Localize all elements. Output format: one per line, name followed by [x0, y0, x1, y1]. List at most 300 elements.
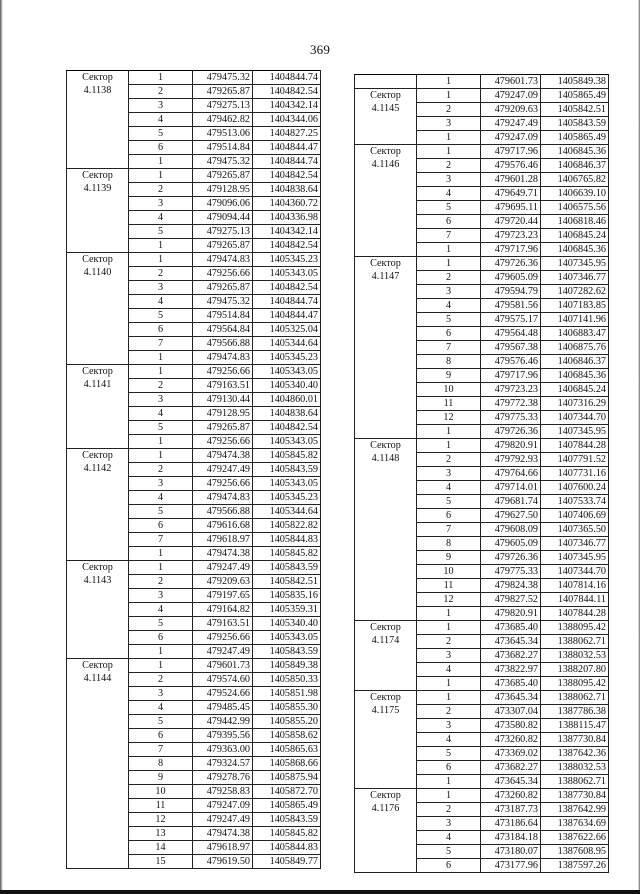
coordinates-table-left: [66, 70, 321, 869]
sector-cell: [67, 449, 129, 561]
y-coordinate: 1405340.40: [253, 379, 321, 393]
scan-edge-left: [0, 0, 3, 894]
y-coordinate: 1405855.20: [253, 715, 321, 729]
x-coordinate: 479717.96: [481, 369, 541, 383]
x-coordinate: 479363.00: [193, 743, 253, 757]
y-coordinate: 1405345.23: [253, 253, 321, 267]
table-row: [355, 439, 609, 453]
sector-id: 4.1145: [371, 103, 400, 114]
sector-label: Сектор: [82, 72, 113, 83]
y-coordinate: 1406765.82: [541, 173, 609, 187]
x-coordinate: 479247.49: [481, 117, 541, 131]
y-coordinate: 1406883.47: [541, 327, 609, 341]
sector-id: 4.1146: [371, 159, 400, 170]
x-coordinate: 479601.73: [193, 659, 253, 673]
table-row: [67, 169, 321, 183]
y-coordinate: 1404342.14: [253, 225, 321, 239]
y-coordinate: 1404860.01: [253, 393, 321, 407]
x-coordinate: 473260.82: [481, 789, 541, 803]
x-coordinate: 479247.49: [193, 813, 253, 827]
point-number: 5: [417, 845, 481, 859]
x-coordinate: 479324.57: [193, 757, 253, 771]
point-number: 9: [417, 551, 481, 565]
point-number: 6: [417, 509, 481, 523]
point-number: 4: [129, 491, 193, 505]
y-coordinate: 1404336.98: [253, 211, 321, 225]
sector-group: [67, 659, 321, 869]
y-coordinate: 1405343.05: [253, 477, 321, 491]
x-coordinate: 479247.49: [193, 463, 253, 477]
point-number: 1: [417, 677, 481, 691]
y-coordinate: 1407183.85: [541, 299, 609, 313]
y-coordinate: 1404827.25: [253, 127, 321, 141]
x-coordinate: 479163.51: [193, 617, 253, 631]
point-number: 2: [129, 673, 193, 687]
point-number: 3: [129, 197, 193, 211]
sector-id: 4.1174: [371, 635, 400, 646]
y-coordinate: 1404844.47: [253, 141, 321, 155]
point-number: 3: [129, 281, 193, 295]
point-number: 4: [129, 603, 193, 617]
x-coordinate: 479265.87: [193, 169, 253, 183]
point-number: 11: [417, 397, 481, 411]
point-number: 10: [417, 565, 481, 579]
point-number: 5: [417, 747, 481, 761]
y-coordinate: 1406875.76: [541, 341, 609, 355]
x-coordinate: 479247.09: [481, 89, 541, 103]
y-coordinate: 1405359.31: [253, 603, 321, 617]
y-coordinate: 1407141.96: [541, 313, 609, 327]
point-number: 1: [417, 145, 481, 159]
y-coordinate: 1388062.71: [541, 775, 609, 789]
sector-group: [355, 439, 609, 621]
point-number: 1: [417, 131, 481, 145]
point-number: 6: [417, 215, 481, 229]
sector-cell: [355, 75, 417, 89]
y-coordinate: 1388115.47: [541, 719, 609, 733]
x-coordinate: 479514.84: [193, 309, 253, 323]
sector-cell: [67, 365, 129, 449]
point-number: 5: [129, 127, 193, 141]
point-number: 3: [129, 589, 193, 603]
y-coordinate: 1405845.82: [253, 449, 321, 463]
sector-id: 4.1147: [371, 271, 400, 282]
point-number: 6: [129, 519, 193, 533]
table-row: [355, 621, 609, 635]
x-coordinate: 479695.11: [481, 201, 541, 215]
x-coordinate: 479576.46: [481, 355, 541, 369]
x-coordinate: 479475.32: [193, 295, 253, 309]
sector-group: [355, 257, 609, 439]
y-coordinate: 1387730.84: [541, 789, 609, 803]
y-coordinate: 1405343.05: [253, 435, 321, 449]
point-number: 5: [129, 421, 193, 435]
x-coordinate: 479247.09: [193, 799, 253, 813]
y-coordinate: 1407791.52: [541, 453, 609, 467]
sector-label: Сектор: [82, 450, 113, 461]
sector-group: [67, 561, 321, 659]
point-number: 6: [129, 631, 193, 645]
y-coordinate: 1405343.05: [253, 267, 321, 281]
point-number: 2: [417, 635, 481, 649]
point-number: 2: [129, 575, 193, 589]
x-coordinate: 479128.95: [193, 407, 253, 421]
point-number: 13: [129, 827, 193, 841]
sector-label: Сектор: [82, 562, 113, 573]
sector-label: Сектор: [370, 622, 401, 633]
x-coordinate: 479717.96: [481, 243, 541, 257]
x-coordinate: 479566.88: [193, 337, 253, 351]
x-coordinate: 479247.49: [193, 645, 253, 659]
point-number: 3: [417, 817, 481, 831]
y-coordinate: 1404838.64: [253, 407, 321, 421]
y-coordinate: 1405842.51: [541, 103, 609, 117]
point-number: 5: [417, 313, 481, 327]
point-number: 1: [129, 239, 193, 253]
x-coordinate: 479197.65: [193, 589, 253, 603]
y-coordinate: 1405325.04: [253, 323, 321, 337]
point-number: 1: [417, 775, 481, 789]
point-number: 2: [129, 183, 193, 197]
x-coordinate: 479764.66: [481, 467, 541, 481]
y-coordinate: 1407600.24: [541, 481, 609, 495]
x-coordinate: 473685.40: [481, 621, 541, 635]
y-coordinate: 1405343.05: [253, 631, 321, 645]
y-coordinate: 1405865.49: [541, 89, 609, 103]
point-number: 3: [417, 117, 481, 131]
x-coordinate: 479723.23: [481, 383, 541, 397]
x-coordinate: 473682.27: [481, 649, 541, 663]
point-number: 1: [129, 547, 193, 561]
x-coordinate: 479576.46: [481, 159, 541, 173]
y-coordinate: 1405843.59: [253, 561, 321, 575]
x-coordinate: 479265.87: [193, 281, 253, 295]
x-coordinate: 479564.84: [193, 323, 253, 337]
table-row: [355, 691, 609, 705]
x-coordinate: 479608.09: [481, 523, 541, 537]
point-number: 8: [129, 757, 193, 771]
sector-id: 4.1144: [83, 673, 112, 684]
y-coordinate: 1405843.59: [253, 463, 321, 477]
x-coordinate: 479618.97: [193, 533, 253, 547]
y-coordinate: 1387730.84: [541, 733, 609, 747]
y-coordinate: 1405851.98: [253, 687, 321, 701]
y-coordinate: 1405345.23: [253, 491, 321, 505]
y-coordinate: 1404344.06: [253, 113, 321, 127]
x-coordinate: 473645.34: [481, 775, 541, 789]
y-coordinate: 1406846.37: [541, 159, 609, 173]
y-coordinate: 1405865.49: [541, 131, 609, 145]
point-number: 7: [417, 341, 481, 355]
x-coordinate: 479618.97: [193, 841, 253, 855]
point-number: 7: [417, 523, 481, 537]
sector-group: [355, 621, 609, 691]
x-coordinate: 479649.71: [481, 187, 541, 201]
x-coordinate: 479474.38: [193, 547, 253, 561]
x-coordinate: 479772.38: [481, 397, 541, 411]
point-number: 5: [129, 225, 193, 239]
point-number: 1: [417, 257, 481, 271]
y-coordinate: 1405344.64: [253, 505, 321, 519]
x-coordinate: 479567.38: [481, 341, 541, 355]
point-number: 5: [129, 617, 193, 631]
y-coordinate: 1406639.10: [541, 187, 609, 201]
table-row: [355, 75, 609, 89]
x-coordinate: 479474.38: [193, 827, 253, 841]
point-number: 4: [129, 701, 193, 715]
point-number: 1: [129, 351, 193, 365]
x-coordinate: 479820.91: [481, 607, 541, 621]
table-row: [355, 89, 609, 103]
x-coordinate: 473580.82: [481, 719, 541, 733]
x-coordinate: 479726.36: [481, 551, 541, 565]
y-coordinate: 1405835.16: [253, 589, 321, 603]
point-number: 7: [417, 229, 481, 243]
page-number: 369: [309, 42, 331, 57]
point-number: 9: [129, 771, 193, 785]
sector-id: 4.1138: [83, 85, 112, 96]
coordinates-table-right: [354, 74, 609, 873]
point-number: 10: [129, 785, 193, 799]
x-coordinate: 479824.38: [481, 579, 541, 593]
y-coordinate: 1404838.64: [253, 183, 321, 197]
point-number: 6: [417, 327, 481, 341]
table-row: [355, 145, 609, 159]
point-number: 3: [129, 687, 193, 701]
x-coordinate: 479524.66: [193, 687, 253, 701]
y-coordinate: 1407365.50: [541, 523, 609, 537]
y-coordinate: 1405849.77: [253, 855, 321, 869]
point-number: 4: [417, 831, 481, 845]
y-coordinate: 1407344.70: [541, 411, 609, 425]
point-number: 5: [417, 495, 481, 509]
sector-label: Сектор: [82, 254, 113, 265]
point-number: 1: [129, 365, 193, 379]
y-coordinate: 1404360.72: [253, 197, 321, 211]
point-number: 7: [129, 337, 193, 351]
point-number: 3: [417, 649, 481, 663]
point-number: 4: [129, 295, 193, 309]
x-coordinate: 479462.82: [193, 113, 253, 127]
x-coordinate: 473822.97: [481, 663, 541, 677]
point-number: 12: [417, 411, 481, 425]
y-coordinate: 1405844.83: [253, 533, 321, 547]
sector-group: [355, 145, 609, 257]
x-coordinate: 479475.32: [193, 71, 253, 85]
point-number: 14: [129, 841, 193, 855]
y-coordinate: 1406845.36: [541, 369, 609, 383]
point-number: 4: [417, 187, 481, 201]
sector-group: [355, 75, 609, 89]
sector-group: [67, 365, 321, 449]
point-number: 1: [129, 645, 193, 659]
x-coordinate: 473180.07: [481, 845, 541, 859]
y-coordinate: 1404842.54: [253, 421, 321, 435]
x-coordinate: 473685.40: [481, 677, 541, 691]
y-coordinate: 1406845.36: [541, 243, 609, 257]
sector-label: Сектор: [370, 440, 401, 451]
point-number: 1: [129, 449, 193, 463]
point-number: 1: [417, 75, 481, 89]
x-coordinate: 479094.44: [193, 211, 253, 225]
x-coordinate: 479594.79: [481, 285, 541, 299]
point-number: 11: [417, 579, 481, 593]
y-coordinate: 1407316.29: [541, 397, 609, 411]
sector-cell: [67, 169, 129, 253]
sector-cell: [67, 71, 129, 169]
sector-id: 4.1141: [83, 379, 112, 390]
point-number: 3: [129, 99, 193, 113]
y-coordinate: 1388032.53: [541, 649, 609, 663]
sector-group: [355, 789, 609, 873]
sector-cell: [355, 89, 417, 145]
sector-cell: [355, 621, 417, 691]
y-coordinate: 1405843.59: [253, 813, 321, 827]
point-number: 7: [129, 743, 193, 757]
y-coordinate: 1405849.38: [541, 75, 609, 89]
x-coordinate: 479209.63: [193, 575, 253, 589]
point-number: 1: [417, 243, 481, 257]
y-coordinate: 1405865.49: [253, 799, 321, 813]
sector-cell: [67, 253, 129, 365]
y-coordinate: 1404842.54: [253, 169, 321, 183]
point-number: 4: [417, 299, 481, 313]
point-number: 5: [417, 201, 481, 215]
point-number: 2: [417, 453, 481, 467]
sector-label: Сектор: [370, 146, 401, 157]
x-coordinate: 479601.73: [481, 75, 541, 89]
sector-group: [67, 169, 321, 253]
x-coordinate: 479775.33: [481, 411, 541, 425]
y-coordinate: 1407346.77: [541, 537, 609, 551]
x-coordinate: 473177.96: [481, 859, 541, 873]
point-number: 2: [129, 379, 193, 393]
sector-group: [67, 253, 321, 365]
sector-id: 4.1176: [371, 803, 400, 814]
x-coordinate: 479247.09: [481, 131, 541, 145]
y-coordinate: 1388095.42: [541, 621, 609, 635]
x-coordinate: 479275.13: [193, 99, 253, 113]
x-coordinate: 479726.36: [481, 257, 541, 271]
x-coordinate: 479256.66: [193, 631, 253, 645]
y-coordinate: 1405875.94: [253, 771, 321, 785]
y-coordinate: 1407406.69: [541, 509, 609, 523]
table-row: [67, 71, 321, 85]
y-coordinate: 1405344.64: [253, 337, 321, 351]
y-coordinate: 1407345.95: [541, 257, 609, 271]
y-coordinate: 1406818.46: [541, 215, 609, 229]
point-number: 4: [129, 113, 193, 127]
point-number: 8: [417, 355, 481, 369]
sector-label: Сектор: [370, 258, 401, 269]
y-coordinate: 1407844.28: [541, 607, 609, 621]
x-coordinate: 479720.44: [481, 215, 541, 229]
y-coordinate: 1405850.33: [253, 673, 321, 687]
x-coordinate: 473260.82: [481, 733, 541, 747]
table-row: [355, 257, 609, 271]
x-coordinate: 479164.82: [193, 603, 253, 617]
y-coordinate: 1406845.24: [541, 383, 609, 397]
point-number: 10: [417, 383, 481, 397]
x-coordinate: 479775.33: [481, 565, 541, 579]
sector-group: [67, 449, 321, 561]
sector-cell: [355, 691, 417, 789]
table-row: [355, 789, 609, 803]
sector-group: [355, 691, 609, 789]
point-number: 3: [129, 393, 193, 407]
x-coordinate: 479209.63: [481, 103, 541, 117]
y-coordinate: 1404844.74: [253, 155, 321, 169]
x-coordinate: 479275.13: [193, 225, 253, 239]
x-coordinate: 479564.48: [481, 327, 541, 341]
sector-id: 4.1175: [371, 705, 400, 716]
y-coordinate: 1405843.59: [541, 117, 609, 131]
y-coordinate: 1387786.38: [541, 705, 609, 719]
sector-label: Сектор: [82, 170, 113, 181]
y-coordinate: 1407844.11: [541, 593, 609, 607]
x-coordinate: 479278.76: [193, 771, 253, 785]
x-coordinate: 479474.83: [193, 491, 253, 505]
point-number: 1: [417, 607, 481, 621]
y-coordinate: 1404844.47: [253, 309, 321, 323]
y-coordinate: 1406845.36: [541, 145, 609, 159]
x-coordinate: 479475.32: [193, 155, 253, 169]
y-coordinate: 1387608.95: [541, 845, 609, 859]
y-coordinate: 1387622.66: [541, 831, 609, 845]
y-coordinate: 1407844.28: [541, 439, 609, 453]
table-row: [67, 365, 321, 379]
x-coordinate: 473187.73: [481, 803, 541, 817]
x-coordinate: 479442.99: [193, 715, 253, 729]
y-coordinate: 1405845.82: [253, 547, 321, 561]
sector-id: 4.1143: [83, 575, 112, 586]
y-coordinate: 1405868.66: [253, 757, 321, 771]
x-coordinate: 473369.02: [481, 747, 541, 761]
point-number: 4: [417, 481, 481, 495]
point-number: 5: [129, 505, 193, 519]
point-number: 3: [417, 467, 481, 481]
point-number: 1: [129, 561, 193, 575]
y-coordinate: 1405822.82: [253, 519, 321, 533]
y-coordinate: 1407344.70: [541, 565, 609, 579]
y-coordinate: 1406575.56: [541, 201, 609, 215]
x-coordinate: 479714.01: [481, 481, 541, 495]
y-coordinate: 1407282.62: [541, 285, 609, 299]
y-coordinate: 1407731.16: [541, 467, 609, 481]
y-coordinate: 1404842.54: [253, 85, 321, 99]
y-coordinate: 1407346.77: [541, 271, 609, 285]
x-coordinate: 479128.95: [193, 183, 253, 197]
x-coordinate: 479726.36: [481, 425, 541, 439]
point-number: 2: [417, 103, 481, 117]
point-number: 4: [129, 407, 193, 421]
x-coordinate: 473184.18: [481, 831, 541, 845]
x-coordinate: 473645.34: [481, 691, 541, 705]
y-coordinate: 1387642.36: [541, 747, 609, 761]
point-number: 2: [417, 803, 481, 817]
x-coordinate: 479096.06: [193, 197, 253, 211]
y-coordinate: 1388095.42: [541, 677, 609, 691]
point-number: 6: [417, 761, 481, 775]
x-coordinate: 479474.38: [193, 449, 253, 463]
x-coordinate: 473645.34: [481, 635, 541, 649]
x-coordinate: 479513.06: [193, 127, 253, 141]
sector-id: 4.1148: [371, 453, 400, 464]
y-coordinate: 1404342.14: [253, 99, 321, 113]
x-coordinate: 479395.56: [193, 729, 253, 743]
point-number: 2: [417, 705, 481, 719]
point-number: 1: [129, 435, 193, 449]
